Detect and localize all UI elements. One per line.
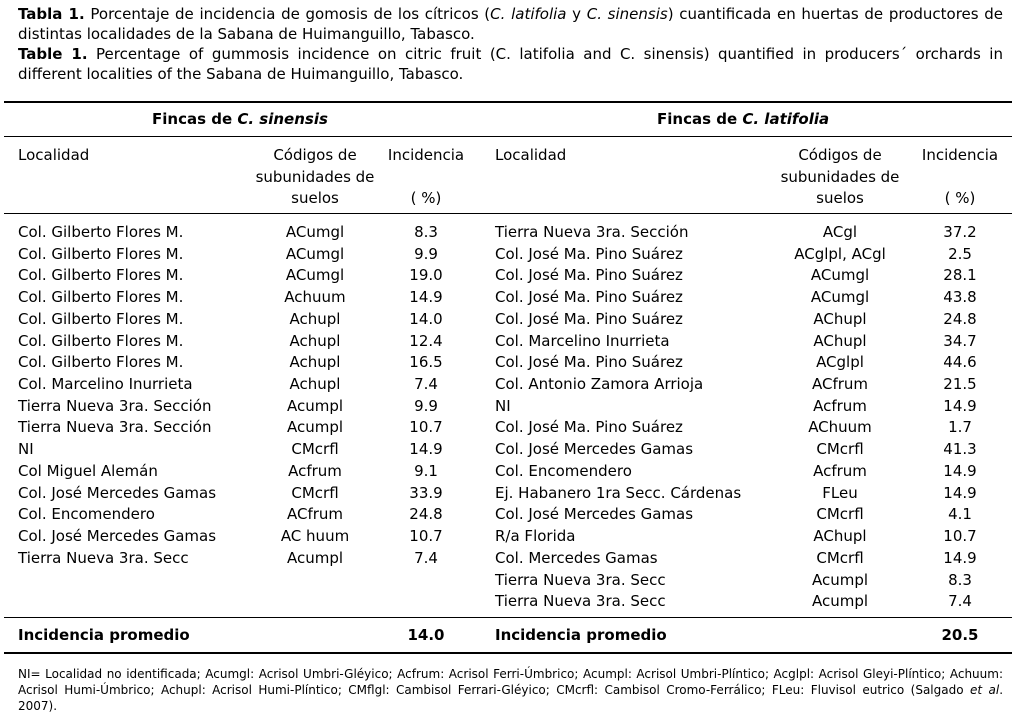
cell-incidencia: 14.0: [409, 309, 443, 328]
cell-localidad: Col. José Mercedes Gamas: [495, 505, 694, 524]
cell-incidencia: 8.3: [948, 570, 972, 589]
right-avg-label: Incidencia promedio: [495, 626, 667, 644]
table-row: [0, 417, 1016, 439]
cell-codigo: Acfrum: [813, 396, 867, 415]
cell-localidad: Col. Antonio Zamora Arrioja: [495, 375, 704, 394]
caption-spanish: Tabla 1. Porcentaje de incidencia de gomosis de los cítricos (C. latifolia y C. sinensis) cuantificada en huertas de productores de distintas localidades de la Sabana de Huimanguillo, Tabasco.: [18, 5, 1004, 43]
cell-codigo: Achupl: [289, 375, 341, 394]
caption-english: Table 1. Percentage of gummosis incidence on citric fruit (C. latifolia and C. sinensis) quantified in producers´ orchards in different localities of the Sabana de Huimanguillo, Tabasco.: [18, 45, 1003, 83]
cell-localidad: Col. José Ma. Pino Suárez: [495, 288, 683, 307]
cell-codigo: Achupl: [289, 353, 341, 372]
table-row: [0, 526, 1016, 548]
cell-localidad: Ej. Habanero 1ra Secc. Cárdenas: [495, 483, 742, 502]
cell-incidencia: 7.4: [948, 592, 972, 611]
table-row: [0, 548, 1016, 570]
right-col-codigos: Códigos de subunidades de suelos: [780, 146, 900, 207]
cell-codigo: AChupl: [813, 527, 867, 546]
cell-codigo: ACumgl: [285, 223, 345, 241]
cell-incidencia: 14.9: [943, 396, 977, 415]
cell-codigo: ACglpl: [816, 353, 864, 372]
cell-incidencia: 10.7: [409, 527, 443, 546]
cell-incidencia: 4.1: [948, 505, 972, 524]
table-row: [0, 331, 1016, 353]
cell-incidencia: 14.9: [943, 548, 977, 567]
cell-codigo: Acfrum: [813, 461, 867, 480]
table-row: [0, 461, 1016, 483]
body-rule: [4, 213, 1012, 214]
cell-localidad: NI: [18, 440, 34, 459]
left-col-codigos: Códigos de subunidades de suelos: [255, 146, 375, 207]
right-col-unit: ( %): [944, 189, 976, 207]
cell-incidencia: 34.7: [943, 331, 977, 350]
cell-localidad: Tierra Nueva 3ra. Sección: [495, 223, 689, 241]
cell-localidad: Tierra Nueva 3ra. Secc: [495, 592, 666, 611]
cell-codigo: CMcrfl: [291, 440, 339, 459]
cell-codigo: AC huum: [280, 527, 350, 546]
cell-localidad: Col. José Mercedes Gamas: [18, 527, 217, 546]
caption-label-es: Tabla 1.: [18, 5, 85, 23]
cell-codigo: Acfrum: [288, 461, 342, 480]
cell-localidad: Col. Encomendero: [495, 461, 632, 480]
cell-incidencia: 8.3: [414, 223, 438, 241]
cell-localidad: Col. Marcelino Inurrieta: [18, 375, 193, 394]
cell-localidad: NI: [495, 396, 511, 415]
right-col-incidencia: Incidencia: [921, 146, 999, 164]
table-row: [0, 591, 1016, 613]
left-col-unit: ( %): [410, 189, 442, 207]
cell-incidencia: 16.5: [409, 353, 443, 372]
cell-codigo: ACumgl: [285, 266, 345, 285]
left-col-incidencia: Incidencia: [387, 146, 465, 164]
cell-codigo: Acumpl: [811, 592, 869, 611]
right-col-localidad: Localidad: [495, 146, 567, 164]
right-avg-value: 20.5: [941, 626, 979, 644]
cell-codigo: ACglpl, ACgl: [794, 244, 886, 263]
cell-codigo: ACumgl: [810, 266, 870, 285]
cell-incidencia: 43.8: [943, 288, 977, 307]
cell-localidad: R/a Florida: [495, 527, 576, 546]
cell-localidad: Col. Encomendero: [18, 505, 155, 524]
cell-incidencia: 9.1: [414, 461, 438, 480]
left-col-localidad: Localidad: [18, 146, 90, 164]
table-row: [0, 222, 1016, 244]
group-header-sinensis: Fincas de C. sinensis: [152, 110, 328, 128]
table-row: [0, 570, 1016, 592]
cell-codigo: CMcrfl: [291, 483, 339, 502]
cell-incidencia: 28.1: [943, 266, 977, 285]
cell-incidencia: 14.9: [943, 483, 977, 502]
caption-label-en: Table 1.: [18, 45, 88, 63]
left-avg-label: Incidencia promedio: [18, 626, 190, 644]
cell-codigo: ACfrum: [811, 375, 869, 394]
cell-codigo: CMcrfl: [816, 548, 864, 567]
cell-localidad: Col. José Ma. Pino Suárez: [495, 418, 683, 437]
cell-localidad: Col. José Ma. Pino Suárez: [495, 266, 683, 285]
table-row: [0, 287, 1016, 309]
cell-codigo: CMcrfl: [816, 505, 864, 524]
cell-incidencia: 9.9: [414, 396, 438, 415]
cell-localidad: Tierra Nueva 3ra. Secc: [495, 570, 666, 589]
cell-codigo: ACgl: [822, 223, 858, 241]
bottom-rule: [4, 652, 1012, 654]
cell-incidencia: 9.9: [414, 244, 438, 263]
cell-localidad: Col. José Mercedes Gamas: [495, 440, 694, 459]
top-rule: [4, 101, 1012, 103]
cell-localidad: Col. José Mercedes Gamas: [18, 483, 217, 502]
cell-incidencia: 10.7: [943, 527, 977, 546]
cell-incidencia: 24.8: [943, 309, 977, 328]
summary-rule: [4, 617, 1012, 618]
cell-codigo: ACumgl: [810, 288, 870, 307]
cell-localidad: Tierra Nueva 3ra. Secc: [18, 548, 189, 567]
cell-localidad: Col. Gilberto Flores M.: [18, 309, 184, 328]
cell-codigo: ACumgl: [285, 244, 345, 263]
cell-incidencia: 7.4: [414, 375, 438, 394]
table-row: [0, 309, 1016, 331]
header-rule: [4, 136, 1012, 137]
table-row: [0, 244, 1016, 266]
cell-localidad: Tierra Nueva 3ra. Sección: [18, 418, 212, 437]
cell-incidencia: 10.7: [409, 418, 443, 437]
table-row: [0, 265, 1016, 287]
table-caption: [18, 4, 1003, 84]
cell-localidad: Col. Gilberto Flores M.: [18, 223, 184, 241]
cell-codigo: Achupl: [289, 331, 341, 350]
cell-incidencia: 33.9: [409, 483, 443, 502]
cell-codigo: Acumpl: [811, 570, 869, 589]
table-footnote: NI= Localidad no identificada; Acumgl: Acrisol Umbri-Gléyico; Acfrum: Acrisol Ferri-Úmbrico; Acumpl: Acrisol Umbri-Plíntico; Acglpl: Acrisol Gleyi-Plíntico; Achuum: Acrisol Humi-Úmbrico; Achupl: Acrisol Humi-Plíntico; CMflgl: Cambisol Ferrari-Gléyico; CMcrfl: Cambisol Cromo-Ferrálico; FLeu: Fluvisol eutrico (Salgado et al. 2007).: [18, 667, 1004, 713]
left-avg-value: 14.0: [407, 626, 445, 644]
cell-localidad: Tierra Nueva 3ra. Sección: [18, 396, 212, 415]
cell-codigo: ACfrum: [286, 505, 344, 524]
cell-localidad: Col. Gilberto Flores M.: [18, 331, 184, 350]
cell-incidencia: 44.6: [943, 353, 977, 372]
cell-incidencia: 14.9: [943, 461, 977, 480]
right-table-body: [0, 222, 1016, 613]
cell-incidencia: 2.5: [948, 244, 972, 263]
cell-incidencia: 14.9: [409, 440, 443, 459]
cell-codigo: AChupl: [813, 309, 867, 328]
cell-incidencia: 1.7: [948, 418, 972, 437]
cell-codigo: AChupl: [813, 331, 867, 350]
cell-codigo: Acumpl: [286, 396, 344, 415]
cell-codigo: FLeu: [822, 483, 858, 502]
cell-incidencia: 24.8: [409, 505, 443, 524]
cell-incidencia: 21.5: [943, 375, 977, 394]
cell-localidad: Col. José Ma. Pino Suárez: [495, 353, 683, 372]
table-row: [0, 374, 1016, 396]
cell-localidad: Col. Gilberto Flores M.: [18, 353, 184, 372]
cell-localidad: Col. Gilberto Flores M.: [18, 266, 184, 285]
cell-incidencia: 37.2: [943, 223, 977, 241]
cell-incidencia: 7.4: [414, 548, 438, 567]
cell-localidad: Col. Gilberto Flores M.: [18, 244, 184, 263]
cell-incidencia: 19.0: [409, 266, 443, 285]
cell-localidad: Col. Mercedes Gamas: [495, 548, 658, 567]
table-row: [0, 439, 1016, 461]
cell-incidencia: 12.4: [409, 331, 443, 350]
group-header-latifolia: Fincas de C. latifolia: [657, 110, 830, 128]
cell-codigo: AChuum: [808, 418, 872, 437]
cell-codigo: CMcrfl: [816, 440, 864, 459]
cell-localidad: Col. José Ma. Pino Suárez: [495, 244, 683, 263]
cell-codigo: Achupl: [289, 309, 341, 328]
table-row: [0, 352, 1016, 374]
table-row: [0, 504, 1016, 526]
cell-incidencia: 14.9: [409, 288, 443, 307]
cell-codigo: Achuum: [284, 288, 346, 307]
cell-localidad: Col Miguel Alemán: [18, 461, 158, 480]
cell-localidad: Col. Marcelino Inurrieta: [495, 331, 670, 350]
cell-incidencia: 41.3: [943, 440, 977, 459]
cell-localidad: Col. Gilberto Flores M.: [18, 288, 184, 307]
cell-codigo: Acumpl: [286, 548, 344, 567]
table-row: [0, 396, 1016, 418]
cell-localidad: Col. José Ma. Pino Suárez: [495, 309, 683, 328]
table-row: [0, 483, 1016, 505]
cell-codigo: Acumpl: [286, 418, 344, 437]
